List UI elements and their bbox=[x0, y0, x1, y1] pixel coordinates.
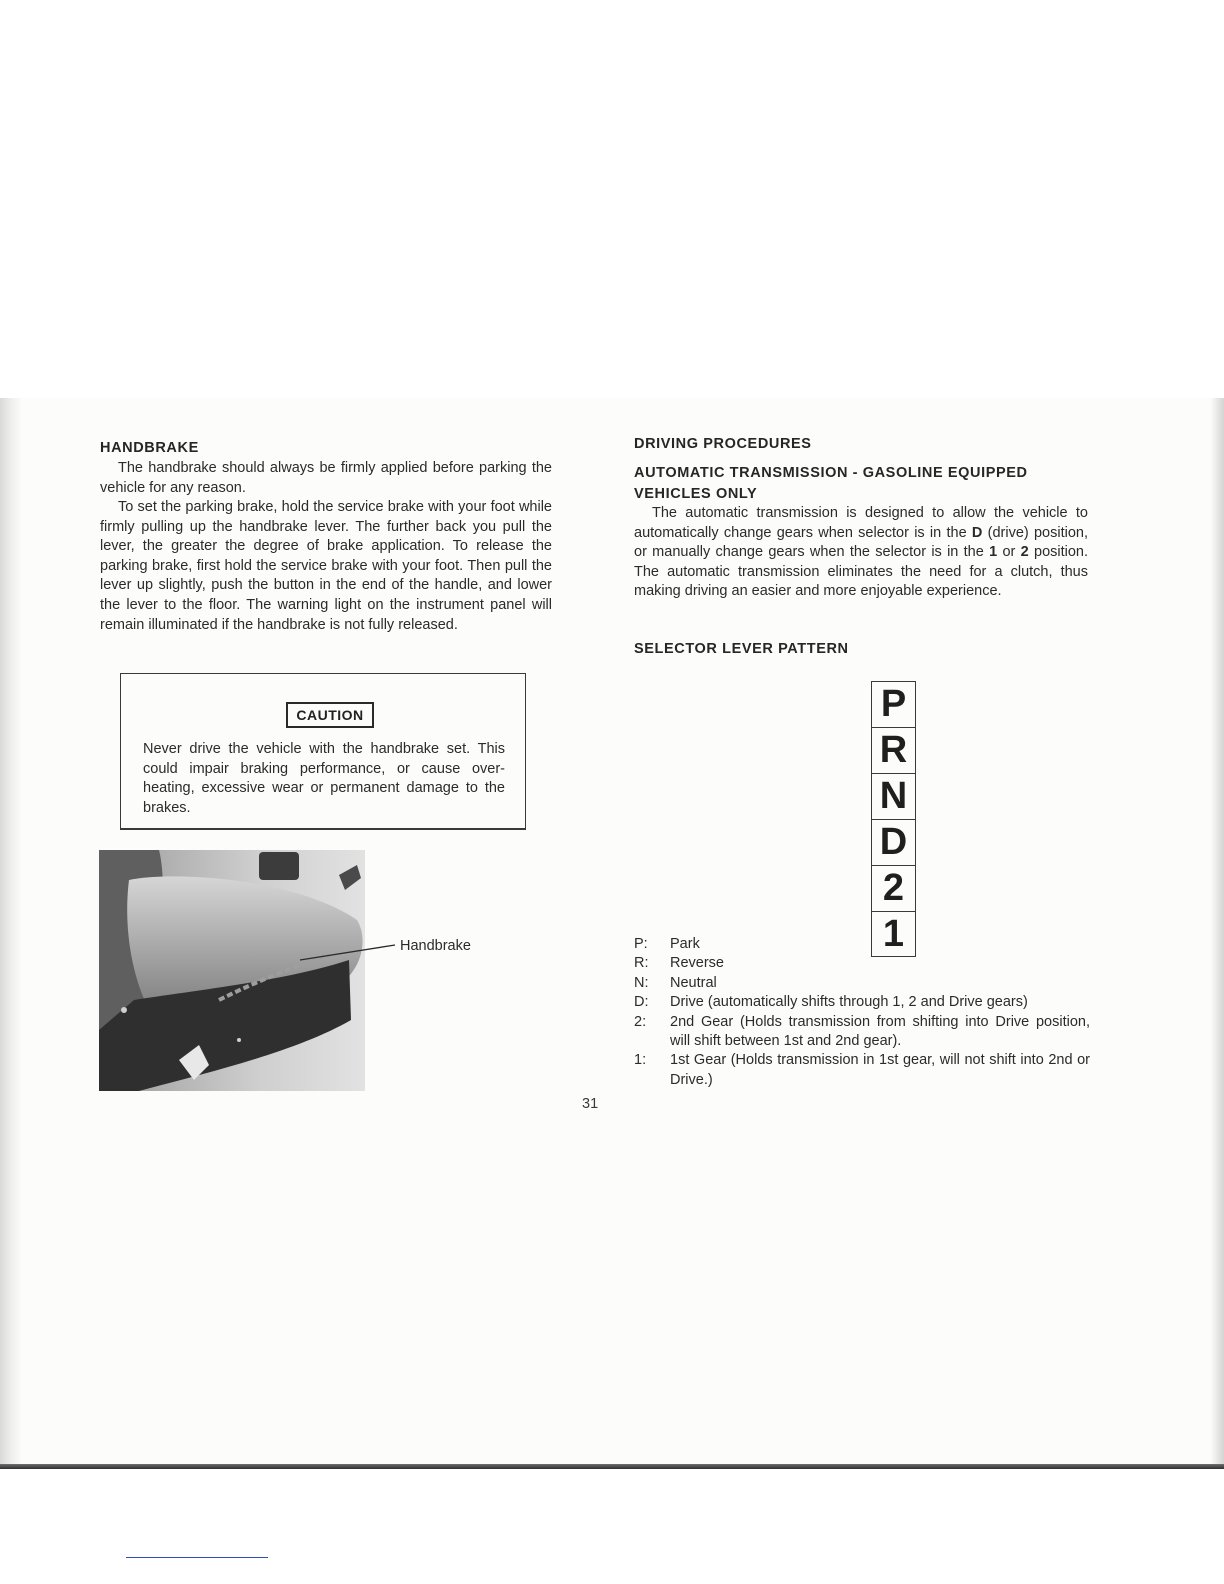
selector-position: P bbox=[872, 682, 915, 728]
handbrake-photo bbox=[99, 850, 365, 1091]
bold-2: 2 bbox=[1020, 544, 1029, 561]
gear-description: Reverse bbox=[670, 955, 724, 972]
automatic-transmission-heading-line1: AUTOMATIC TRANSMISSION - GASOLINE EQUIPPED bbox=[634, 465, 1028, 481]
caution-box bbox=[120, 673, 526, 830]
gear-list bbox=[634, 935, 1090, 1090]
para-segment: position. The automatic transmission eliminates the need for a clutch, thus making driving an easier and more enjoyable experience. bbox=[634, 544, 1089, 600]
bold-1: 1 bbox=[989, 544, 998, 561]
page-edge-left bbox=[0, 398, 22, 1468]
caution-text: Never drive the vehicle with the handbrake set. This could impair braking performance, or cause over-heating, excessive wear or permanent damage to the brakes. bbox=[143, 741, 505, 816]
selector-position: 1 bbox=[882, 913, 905, 955]
gear-key: D: bbox=[634, 994, 649, 1011]
handbrake-callout-label: Handbrake bbox=[400, 938, 471, 954]
blue-underline-mark bbox=[126, 1557, 268, 1558]
list-item bbox=[634, 993, 1090, 1012]
para-segment: or bbox=[997, 544, 1021, 561]
gear-description: Drive (automatically shifts through 1, 2 and Drive gears) bbox=[670, 994, 1028, 1011]
gear-description: Neutral bbox=[670, 974, 717, 991]
caution-label: CAUTION bbox=[286, 702, 374, 728]
selector-position: N bbox=[872, 774, 915, 820]
gear-key: N: bbox=[634, 974, 649, 991]
list-item bbox=[634, 974, 1090, 993]
list-item bbox=[634, 954, 1090, 973]
automatic-transmission-paragraph bbox=[634, 504, 1088, 602]
selector-position: 2 bbox=[872, 866, 915, 912]
para-segment: The automatic transmission is designed to allow the vehicle to automatically change gears when selector is in the bbox=[634, 505, 1088, 541]
handbrake-paragraph-1: The handbrake should always be firmly applied before parking the vehicle for any reason. bbox=[100, 460, 552, 496]
list-item bbox=[634, 1051, 1090, 1090]
selector-lever-heading: SELECTOR LEVER PATTERN bbox=[634, 641, 849, 657]
gear-key: 2: bbox=[634, 1013, 647, 1030]
page-edge-right bbox=[1210, 398, 1224, 1468]
selector-lever-pattern bbox=[871, 681, 916, 957]
gear-key: 1: bbox=[634, 1052, 647, 1069]
page-bottom-edge bbox=[0, 1464, 1224, 1469]
list-item bbox=[634, 935, 1090, 954]
page-number: 31 bbox=[582, 1096, 599, 1112]
selector-position: D bbox=[872, 820, 915, 866]
list-item bbox=[634, 1013, 1090, 1052]
handbrake-heading: HANDBRAKE bbox=[100, 440, 199, 456]
gear-key: P: bbox=[634, 936, 648, 952]
gear-description: 1st Gear (Holds transmission in 1st gear, will not shift into 2nd or Drive.) bbox=[670, 1052, 1090, 1088]
gear-description: 2nd Gear (Holds transmission from shifting into Drive position, will shift between 1st and 2nd gear). bbox=[670, 1013, 1090, 1050]
gear-key: R: bbox=[634, 955, 649, 972]
gear-description: Park bbox=[670, 936, 700, 952]
bold-d: D bbox=[971, 524, 983, 541]
driving-procedures-heading: DRIVING PROCEDURES bbox=[634, 436, 812, 452]
para-segment: (drive) position, or manually change gears when the selector is in the bbox=[634, 524, 1089, 561]
selector-position: R bbox=[872, 728, 915, 774]
handbrake-paragraph-2: To set the parking brake, hold the service brake with your foot while firmly pulling up the handbrake lever. The further back you pull the lever, the greater the degree of brake application. To release the parking brake, first hold the service brake with your foot. Then pull the lever up slightly, push the button in the end of the handle, and lower the lever to the floor. The warning light on the instrument panel will remain illuminated if the handbrake is not fully released. bbox=[100, 499, 552, 633]
automatic-transmission-heading-line2: VEHICLES ONLY bbox=[634, 486, 758, 502]
